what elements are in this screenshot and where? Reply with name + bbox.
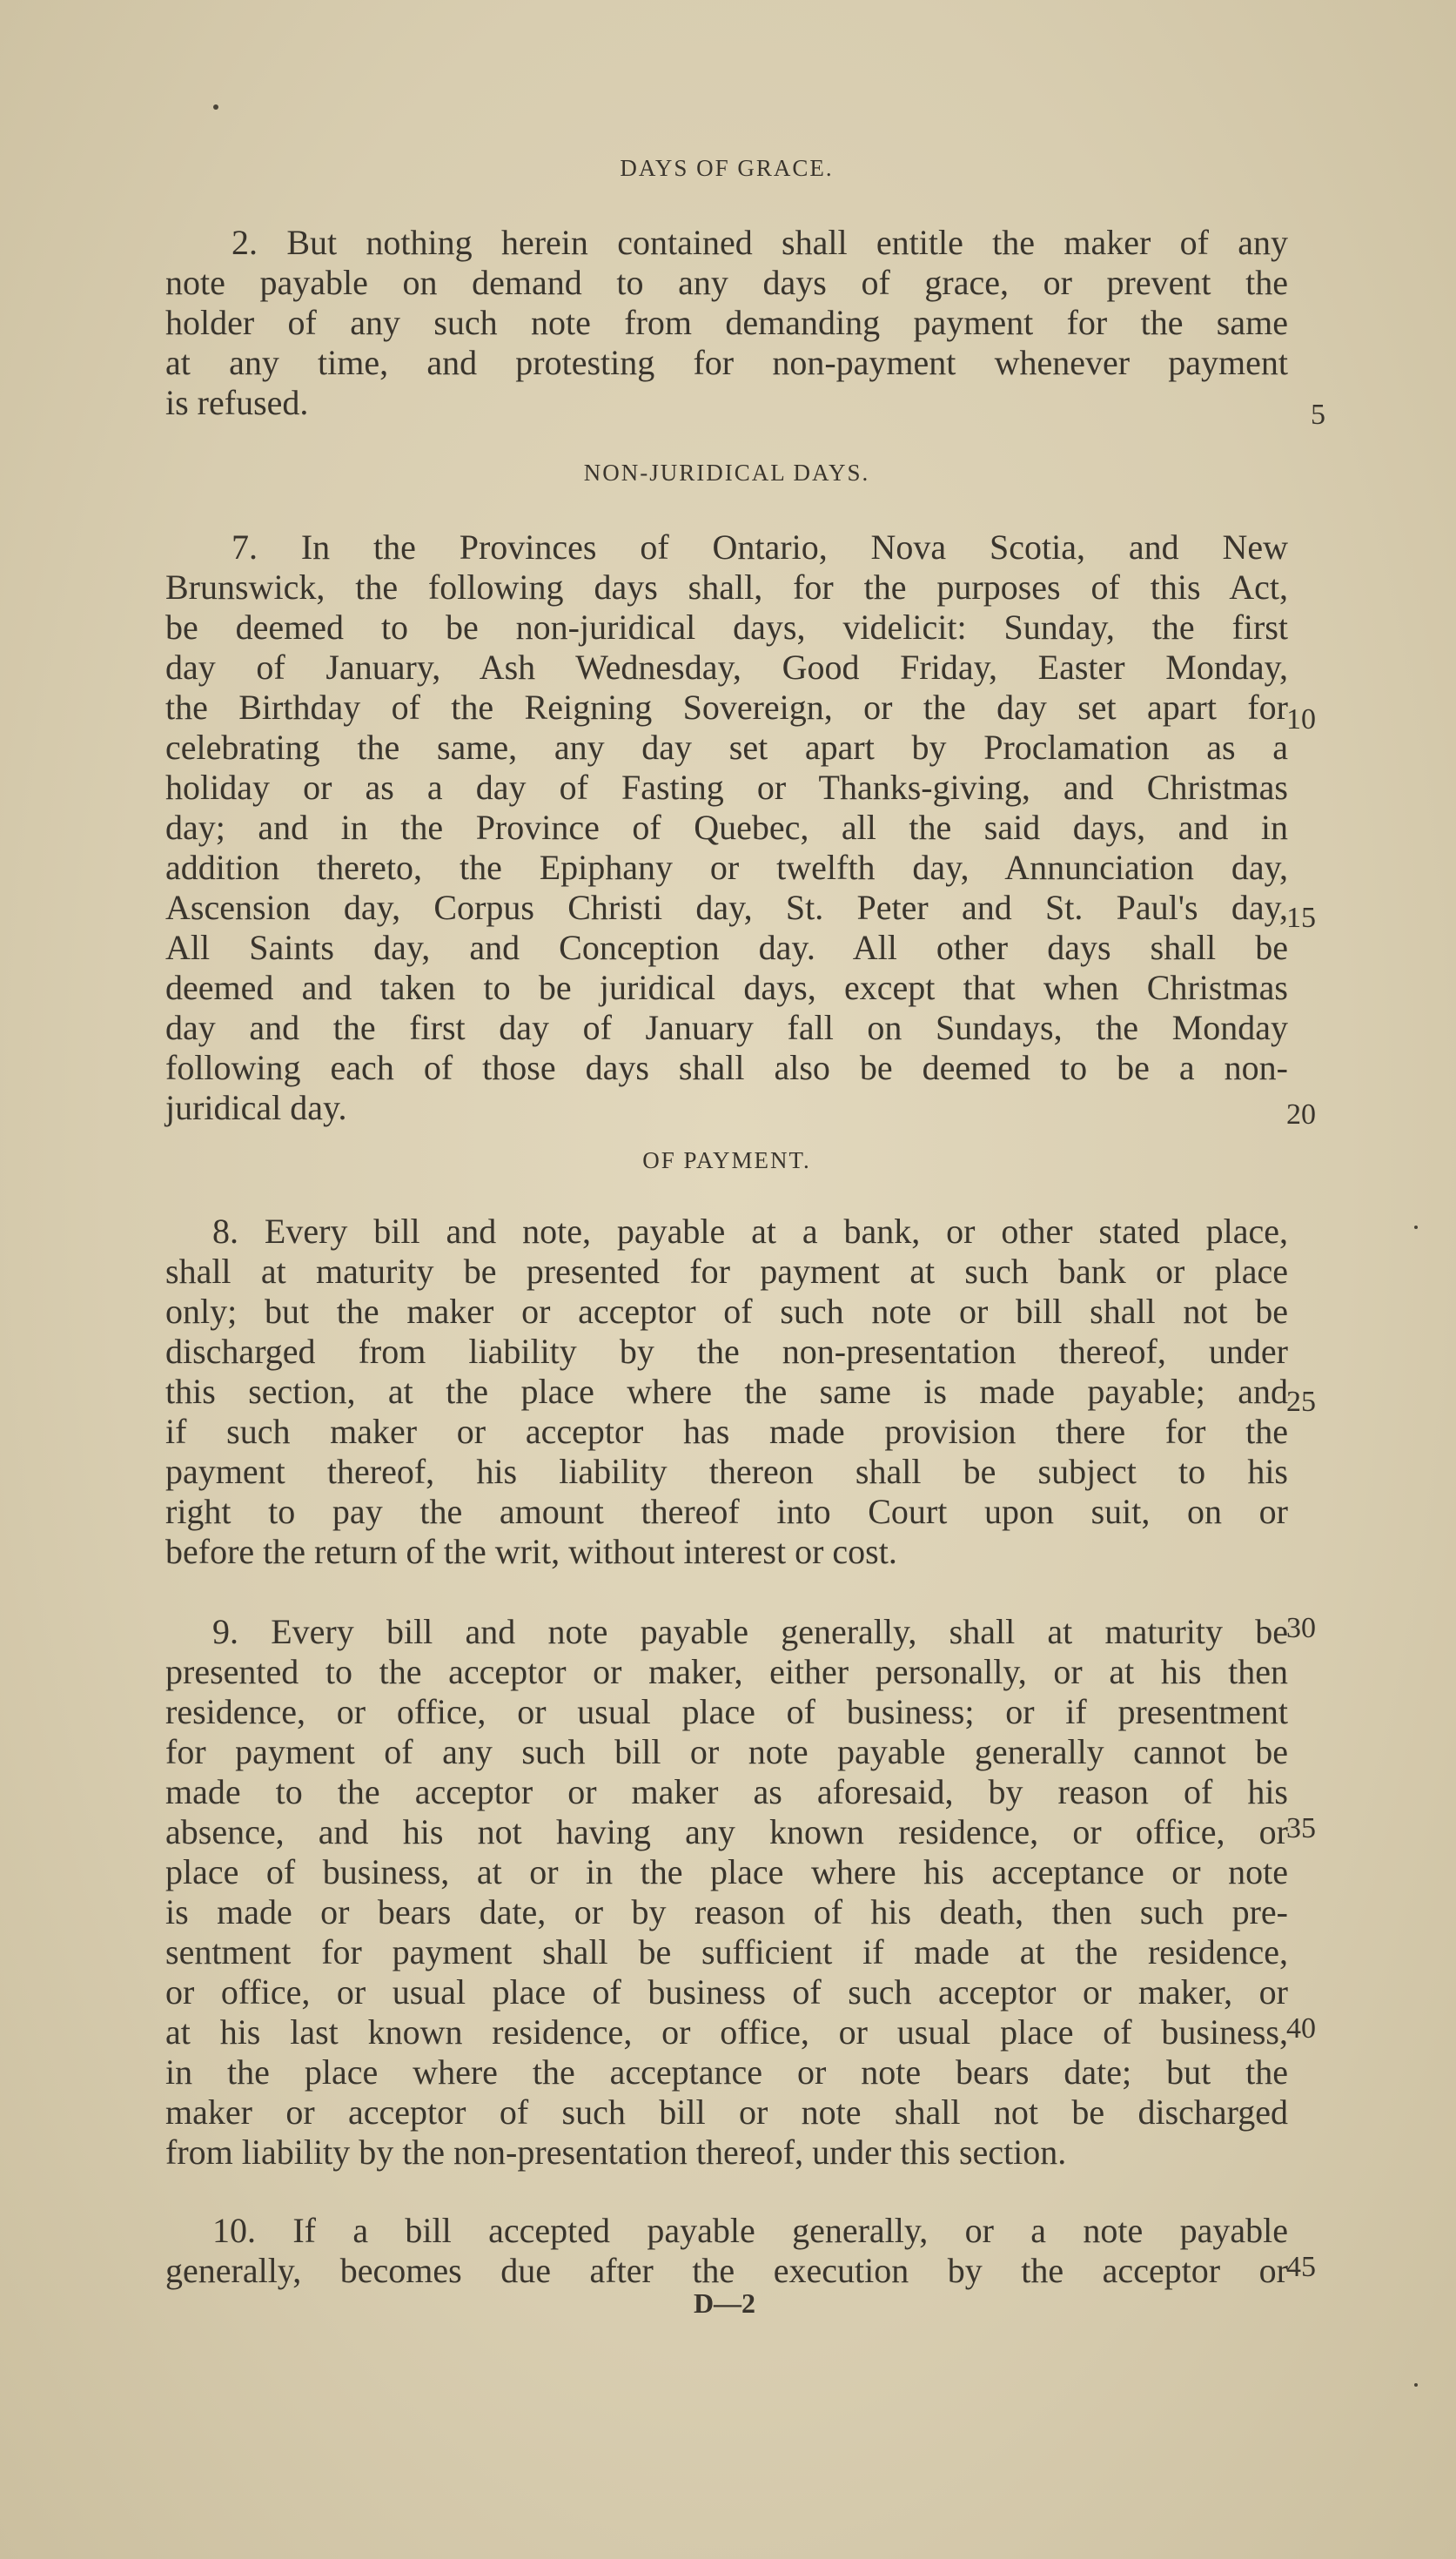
text-line: at his last known residence, or office, or usual place of business, xyxy=(165,2012,1288,2052)
text-line: following each of those days shall also be deemed to be a non- xyxy=(165,1048,1288,1087)
text-line: 9. Every bill and note payable generally, shall at maturity be xyxy=(212,1612,1288,1651)
line-number: 20 xyxy=(1286,1098,1316,1131)
text-line: before the return of the writ, without interest or cost. xyxy=(165,1532,897,1571)
line-number: 40 xyxy=(1286,2012,1316,2045)
text-line: presented to the acceptor or maker, either personally, or at his then xyxy=(165,1652,1288,1691)
line-number: 25 xyxy=(1286,1386,1316,1418)
text-line: celebrating the same, any day set apart by Proclamation as a xyxy=(165,728,1288,767)
line-number: 10 xyxy=(1286,703,1316,735)
text-line: 7. In the Provinces of Ontario, Nova Scotia, and New xyxy=(231,527,1288,567)
text-line: note payable on demand to any days of grace, or prevent the xyxy=(165,263,1288,302)
text-line: be deemed to be non-juridical days, videlicit: Sunday, the first xyxy=(165,608,1288,647)
text-line: holiday or as a day of Fasting or Thanks-giving, and Christmas xyxy=(165,768,1288,807)
text-line: generally, becomes due after the execution by the acceptor or xyxy=(165,2251,1288,2290)
line-number: 15 xyxy=(1286,902,1316,934)
section-2 xyxy=(165,223,1288,432)
text-line: place of business, at or in the place where his acceptance or note xyxy=(165,1852,1288,1891)
text-line: 10. If a bill accepted payable generally, or a note payable xyxy=(212,2211,1288,2250)
text-line: sentment for payment shall be sufficient if made at the residence, xyxy=(165,1932,1288,1971)
text-line: or office, or usual place of business of such acceptor or maker, or xyxy=(165,1972,1288,2012)
text-line: absence, and his not having any known residence, or office, or xyxy=(165,1812,1288,1851)
section-8 xyxy=(165,1212,1288,1586)
text-line: right to pay the amount thereof into Court upon suit, on or xyxy=(165,1492,1288,1531)
text-line: Ascension day, Corpus Christi day, St. Peter and St. Paul's day, xyxy=(165,888,1288,927)
heading-non-juridical-days: NON-JURIDICAL DAYS. xyxy=(583,460,870,486)
text-line: at any time, and protesting for non-payment whenever payment xyxy=(165,343,1288,382)
text-line: is made or bears date, or by reason of his death, then such pre- xyxy=(165,1892,1288,1931)
text-line: this section, at the place where the same is made payable; and xyxy=(165,1372,1288,1411)
text-line: from liability by the non-presentation thereof, under this section. xyxy=(165,2132,1067,2172)
text-line: for payment of any such bill or note payable generally cannot be xyxy=(165,1732,1288,1771)
text-line: 8. Every bill and note, payable at a bank, or other stated place, xyxy=(212,1212,1288,1251)
text-line: addition thereto, the Epiphany or twelfth day, Annunciation day, xyxy=(165,848,1288,887)
line-number: 30 xyxy=(1286,1612,1316,1644)
text-line: if such maker or acceptor has made provision there for the xyxy=(165,1412,1288,1451)
paper-speck xyxy=(1414,2383,1418,2387)
text-line: made to the acceptor or maker as aforesaid, by reason of his xyxy=(165,1772,1288,1811)
text-line: maker or acceptor of such bill or note shall not be discharged xyxy=(165,2092,1288,2132)
text-line: is refused. xyxy=(165,383,309,422)
text-line: juridical day. xyxy=(165,1088,347,1127)
text-line: in the place where the acceptance or note bears date; but the xyxy=(165,2052,1288,2092)
text-line: day; and in the Province of Quebec, all the said days, and in xyxy=(165,808,1288,847)
text-line: payment thereof, his liability thereon shall be subject to his xyxy=(165,1452,1288,1491)
text-line: day of January, Ash Wednesday, Good Friday, Easter Monday, xyxy=(165,648,1288,687)
text-line: holder of any such note from demanding payment for the same xyxy=(165,303,1288,342)
paper-speck xyxy=(1414,1226,1418,1229)
text-line: the Birthday of the Reigning Sovereign, or the day set apart for xyxy=(165,688,1288,727)
line-number: 35 xyxy=(1286,1812,1316,1844)
section-10 xyxy=(165,2211,1288,2298)
paper-speck xyxy=(213,104,218,110)
text-line: only; but the maker or acceptor of such note or bill shall not be xyxy=(165,1292,1288,1331)
heading-of-payment: OF PAYMENT. xyxy=(642,1147,811,1173)
text-line: discharged from liability by the non-presentation thereof, under xyxy=(165,1332,1288,1371)
text-line: day and the first day of January fall on Sundays, the Monday xyxy=(165,1008,1288,1047)
line-number: 5 xyxy=(1311,399,1325,431)
text-line: deemed and taken to be juridical days, except that when Christmas xyxy=(165,968,1288,1007)
line-number: 45 xyxy=(1286,2251,1316,2283)
section-9 xyxy=(165,1612,1288,2186)
text-line: 2. But nothing herein contained shall entitle the maker of any xyxy=(231,223,1288,262)
text-line: Brunswick, the following days shall, for the purposes of this Act, xyxy=(165,568,1288,607)
section-7 xyxy=(165,527,1288,1137)
signature-mark: D—2 xyxy=(693,2287,756,2319)
text-line: residence, or office, or usual place of business; or if presentment xyxy=(165,1692,1288,1731)
heading-days-of-grace: DAYS OF GRACE. xyxy=(620,155,834,181)
text-line: All Saints day, and Conception day. All other days shall be xyxy=(165,928,1288,967)
text-line: shall at maturity be presented for payment at such bank or place xyxy=(165,1252,1288,1291)
